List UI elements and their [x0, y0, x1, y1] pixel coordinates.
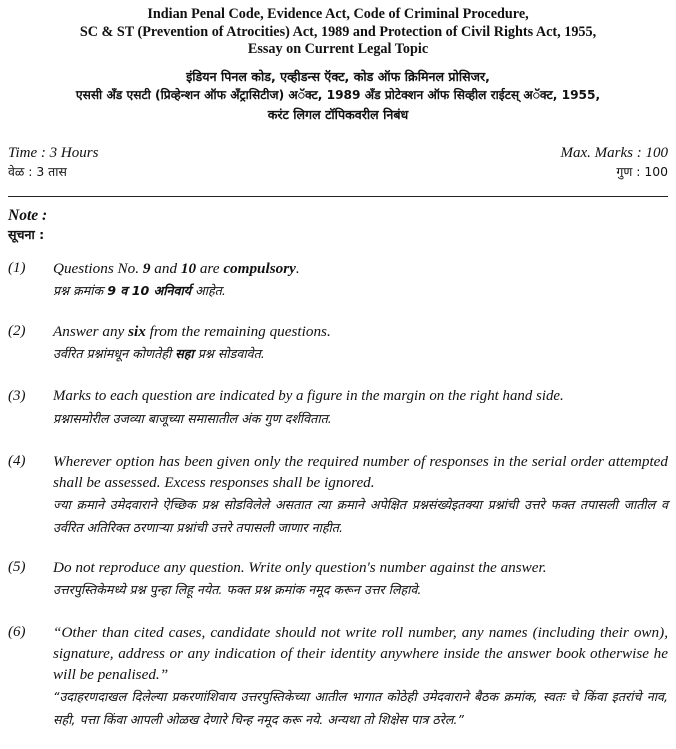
instruction-english: Questions No. 9 and 10 are compulsory.: [53, 260, 300, 277]
header-divider: [8, 196, 668, 197]
instruction-marathi: ज्या क्रमाने उमेदवाराने ऐच्छिक प्रश्न सोडविलेले असतात त्या क्रमाने अपेक्षित प्रश्नसंख्येइतक्या प्रश्नांची उत्तरे फक्त तपासली जातील व उर्वरित अतिरिक्त ठरणाऱ्या प्रश्नांची उत्तरे तपासली जाणार नाहीत.: [53, 497, 668, 535]
title-line-3: Essay on Current Legal Topic: [247, 41, 429, 57]
instruction-marathi: प्रश्नासमोरील उजव्या बाजूच्या समासातील अंक गुण दर्शवितात.: [53, 411, 332, 426]
title-mr-line-3: करंट लिगल टॉपिकवरील निबंध: [267, 107, 409, 122]
title-line-2: SC & ST (Prevention of Atrocities) Act, 1989 and Protection of Civil Rights Act, 1955,: [79, 23, 597, 40]
title-mr-line-1: इंडियन पिनल कोड, एव्हीडन्स ऍक्ट, कोड ऑफ क्रिमिनल प्रोसिजर,: [186, 69, 490, 84]
instruction-marathi: उर्वरित प्रश्नांमधून कोणतेही सहा प्रश्न सोडवावेत.: [53, 346, 265, 361]
instruction-english: Do not reproduce any question. Write only question's number against the answer.: [53, 559, 547, 576]
instruction-english: “Other than cited cases, candidate should not write roll number, any names (including their own), signature, address or any indication of their identity anywhere inside the answer book otherwise he will be penalised.”: [53, 624, 668, 683]
title-line-1: Indian Penal Code, Evidence Act, Code of Criminal Procedure,: [147, 6, 529, 22]
time-english: Time : 3 Hours: [8, 145, 99, 161]
max-marks-marathi: गुण : 100: [616, 164, 668, 179]
instruction-english: Wherever option has been given only the required number of responses in the serial order attempted shall be assessed. Excess responses shall be ignored.: [53, 453, 668, 491]
instruction-marathi: प्रश्न क्रमांक 9 व 10 अनिवार्य आहेत.: [53, 283, 226, 298]
instruction-marathi: उत्तरपुस्तिकेमध्ये प्रश्न पुन्हा लिहू नयेत. फक्त प्रश्न क्रमांक नमूद करून उत्तर लिहावे.: [53, 582, 422, 597]
item-number: (6): [8, 624, 26, 640]
item-number: (2): [8, 323, 26, 339]
note-label: Note :: [8, 207, 48, 224]
instruction-english: Marks to each question are indicated by a figure in the margin on the right hand side.: [53, 388, 564, 404]
item-number: (3): [8, 388, 26, 404]
item-number: (5): [8, 559, 26, 575]
instruction-english: Answer any six from the remaining questions.: [53, 323, 331, 340]
paper-title-english: [0, 6, 676, 59]
item-number: (1): [8, 260, 26, 276]
item-number: (4): [8, 453, 26, 469]
title-mr-line-2: एससी अँड एसटी (प्रिव्हेन्शन ऑफ अँट्रासिटीज) अॅक्ट, 1989 अँड प्रोटेक्शन ऑफ सिव्हील राईटस् अॅक्ट, 1955,: [75, 88, 601, 102]
instruction-marathi: “उदाहरणदाखल दिलेल्या प्रकरणांशिवाय उत्तरपुस्तिकेच्या आतील भागात कोठेही उमेदवाराने बैठक क्रमांक, स्वतः चे किंवा इतरांचे नाव, सही, पत्ता किंवा आपली ओळख देणारे चिन्ह नमूद करू नये. अन्यथा तो शिक्षेस पात्र ठरेल.”: [53, 689, 668, 727]
note-label-marathi: सूचना :: [8, 227, 45, 242]
max-marks-english: Max. Marks : 100: [560, 145, 668, 161]
time-marathi: वेळ : 3 तास: [8, 164, 67, 179]
paper-title-marathi: [0, 67, 676, 124]
